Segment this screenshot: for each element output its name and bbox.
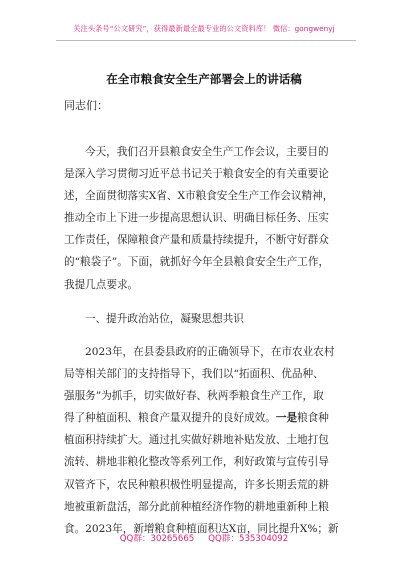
text-run: 粮食种 bbox=[297, 412, 329, 425]
salutation: 同志们： bbox=[64, 99, 108, 112]
text-line: 我提几点要求。 bbox=[64, 278, 139, 291]
text-line-with-emphasis bbox=[64, 407, 344, 429]
document-title: 在全市粮食安全生产部署会上的讲话稿 bbox=[106, 72, 302, 86]
text-line: 述，全面贯彻落实X省、X市粮食安全生产工作会议精神， bbox=[64, 190, 334, 203]
text-line: 强服务”为抓手，切实做好春、秋两季粮食生产工作，取 bbox=[64, 390, 324, 403]
text-line: 推动全市上下进一步提高思想认识、明确目标任务、压实 bbox=[64, 212, 329, 225]
text-line: 双管齐下，农民种粮积极性明显提高，许多长期丢荒的耕 bbox=[64, 478, 329, 491]
text-run: 得了种植面积、粮食产量双提升的良好成效。 bbox=[64, 412, 276, 425]
text-line: 地被重新盘活，部分此前种植经济作物的耕地重新种上粮 bbox=[64, 500, 329, 513]
text-line: 是深入学习贯彻习近平总书记关于粮食安全的有关重要论 bbox=[64, 168, 329, 181]
footer-qq-group-2: QQ群：535304092 bbox=[208, 534, 289, 544]
body-paragraph bbox=[64, 341, 344, 540]
text-line: 局等相关部门的支持指导下，我们以“拓面积、优品种、 bbox=[64, 368, 324, 381]
intro-paragraph bbox=[64, 141, 344, 296]
header-divider bbox=[56, 40, 356, 41]
header-banner: 关注头条号“公文研究”，获得最新最全最专业的公文资料库！ 微信：gongwenyj bbox=[73, 24, 335, 33]
text-line: 2023年，在县委县政府的正确领导下，在市农业农村 bbox=[85, 346, 335, 358]
emphasis-run: 一是 bbox=[275, 412, 298, 425]
footer bbox=[0, 532, 408, 544]
section-heading: 一、提升政治站位，凝聚思想共识 bbox=[85, 313, 244, 325]
text-line: 流转、耕地非粮化整改等系列工作，利好政策与宣传引导 bbox=[64, 456, 329, 469]
text-line: 工作责任，保障粮食产量和质量持续提升，不断守好群众 bbox=[64, 234, 329, 247]
text-line: 食。2023年，新增粮食种植面积达X亩，同比提升X%；新 bbox=[64, 522, 339, 535]
text-line: 植面积持续扩大。通过扎实做好耕地补贴发放、土地打包 bbox=[64, 434, 329, 447]
text-line: 的“粮袋子”。下面，就抓好今年全县粮食安全生产工作， bbox=[64, 256, 330, 269]
text-line: 今天，我们召开县粮食安全生产工作会议，主要目的 bbox=[85, 146, 329, 158]
footer-qq-group-1: QQ群：30265665 bbox=[119, 534, 195, 544]
section-heading-block bbox=[64, 308, 344, 330]
